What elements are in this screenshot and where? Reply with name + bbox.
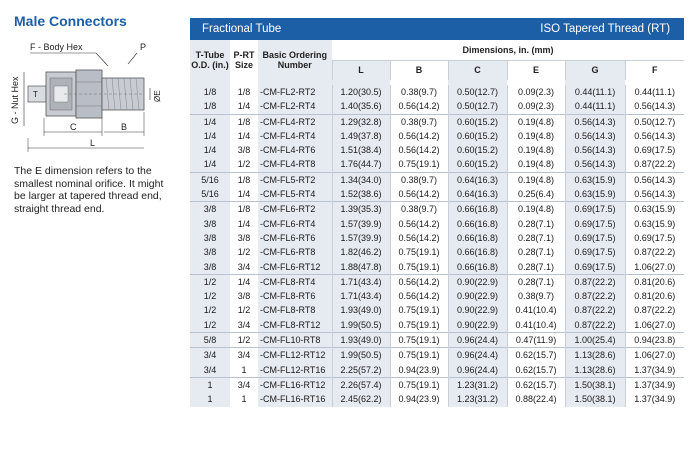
dim-f-cell: 1.37(34.9) [625,392,684,406]
dim-f-cell: 0.56(14.3) [625,99,684,114]
e-dimension-note: The E dimension refers to the smallest nominal orifice. It might be larger at tapered thread end, straight thread end. [14,165,164,215]
table-row [190,114,684,129]
dim-e-cell: 0.88(22.4) [507,392,565,406]
tube-od-cell: 1/8 [190,85,230,99]
tube-od-cell: 1 [190,377,230,392]
ordering-number-cell: -CM-FL6-RT8 [258,245,332,259]
dim-l-cell: 1.57(39.9) [332,231,390,245]
prt-size-cell: 3/4 [230,377,258,392]
prt-size-cell: 1 [241,364,247,375]
body-hex-label: F - Body Hex [30,42,83,52]
ordering-number-cell: -CM-FL8-RT4 [258,274,332,289]
dim-b-cell: 0.38(9.7) [390,85,448,99]
dim-f-cell: 1.06(27.0) [625,318,684,333]
nut-hex-label: G - Nut Hex [10,76,20,124]
prt-size-cell: 1/2 [230,333,258,348]
dim-l-cell: 1.39(35.3) [332,202,390,217]
prt-size-cell: 3/4 [237,261,251,272]
dim-g-cell: 0.56(14.3) [565,129,625,143]
dim-g-cell: 1.13(28.6) [565,363,625,378]
dim-f-cell: 0.56(14.3) [625,187,684,202]
table-row [190,231,684,245]
dim-g-cell: 0.63(15.9) [565,187,625,202]
dim-e-cell: 0.19(4.8) [507,143,565,157]
table-row [190,172,684,187]
dim-e-cell: 0.25(6.4) [507,187,565,202]
ordering-number-cell: -CM-FL6-RT6 [258,231,332,245]
dim-e-cell: 0.47(11.9) [507,333,565,348]
dim-e-cell: 0.41(10.4) [507,303,565,317]
dim-c-cell: 0.50(12.7) [448,85,507,99]
dim-b-cell: 0.94(23.9) [390,363,448,378]
dim-l-cell: 2.26(57.4) [332,377,390,392]
tube-od-cell: 1/2 [190,289,230,303]
dim-l-cell: 1.57(39.9) [332,217,390,231]
banner-right: ISO Tapered Thread (RT) [448,18,684,40]
dim-f-cell: 0.44(11.1) [625,85,684,99]
dim-e-cell: 0.28(7.1) [507,260,565,275]
table-row [190,143,684,157]
dim-c-cell: 0.90(22.9) [448,303,507,317]
dim-g-cell: 0.69(17.5) [565,231,625,245]
prt-size-cell: 1/4 [237,130,251,141]
dim-c-cell: 0.96(24.4) [448,348,507,363]
ordering-number-cell: -CM-FL12-RT16 [258,363,332,378]
table-row [190,129,684,143]
table-row [190,289,684,303]
dim-c-cell: 0.60(15.2) [448,129,507,143]
dim-c-cell: 0.66(16.8) [448,231,507,245]
dim-g-cell: 0.69(17.5) [565,202,625,217]
dim-c-cell: 0.60(15.2) [448,157,507,172]
table-row [190,245,684,259]
ordering-number-cell: -CM-FL16-RT16 [258,392,332,406]
dim-f-cell: 0.69(17.5) [625,143,684,157]
table-row [190,99,684,114]
prt-size-cell: 1/8 [230,114,258,129]
dim-l-cell: 1.71(43.4) [332,289,390,303]
dim-b-cell: 0.75(19.1) [390,377,448,392]
dim-c-cell: 0.90(22.9) [448,274,507,289]
dim-l-cell: 1.40(35.6) [332,99,390,114]
dim-b-cell: 0.56(14.2) [390,99,448,114]
table-row [190,333,684,348]
tube-od-cell: 3/8 [190,231,230,245]
dim-f-cell: 0.56(14.3) [625,172,684,187]
dim-e-cell: 0.28(7.1) [507,274,565,289]
prt-size-cell: 3/8 [237,232,251,243]
table-banner [190,18,684,40]
dim-c-cell: 0.50(12.7) [448,99,507,114]
dim-b-cell: 0.75(19.1) [390,303,448,317]
dim-e-cell: 0.19(4.8) [507,114,565,129]
dim-g-cell: 0.87(22.2) [565,274,625,289]
ordering-number-cell: -CM-FL8-RT6 [258,289,332,303]
tube-od-cell: 1/2 [190,303,230,317]
dim-b-cell: 0.56(14.2) [390,274,448,289]
dim-c-cell: 0.66(16.8) [448,260,507,275]
dim-c-cell: 0.64(16.3) [448,172,507,187]
dim-l-cell: 1.71(43.4) [332,274,390,289]
ordering-number-cell: -CM-FL10-RT8 [258,333,332,348]
prt-size-cell: 1/8 [237,87,251,97]
prt-size-cell: 1/2 [237,159,251,170]
dim-g-cell: 0.44(11.1) [565,85,625,99]
dim-c-cell: 0.60(15.2) [448,114,507,129]
dim-e-cell: 0.19(4.8) [507,129,565,143]
dim-e-cell: 0.19(4.8) [507,172,565,187]
dim-c-cell: 1.23(31.2) [448,392,507,406]
tube-od-cell: 3/8 [190,245,230,259]
dim-c-cell: 0.66(16.8) [448,245,507,259]
dim-f-cell: 0.50(12.7) [625,114,684,129]
prt-size-cell: 1 [241,394,247,405]
dim-f-cell: 0.87(22.2) [625,157,684,172]
prt-size-cell: 1/4 [237,189,251,200]
dim-f-cell: 0.56(14.3) [625,129,684,143]
dim-b-cell: 0.75(19.1) [390,260,448,275]
dim-g-cell: 0.87(22.2) [565,289,625,303]
dim-e-cell: 0.62(15.7) [507,377,565,392]
dim-e-cell: 0.19(4.8) [507,202,565,217]
dim-b-cell: 0.56(14.2) [390,187,448,202]
dim-l-cell: 1.88(47.8) [332,260,390,275]
prt-size-cell: 3/8 [237,291,251,302]
col-header-b: B [390,60,448,80]
dim-l-cell: 1.99(50.5) [332,318,390,333]
dim-c-cell: 0.64(16.3) [448,187,507,202]
dim-c-cell: 0.60(15.2) [448,143,507,157]
table-row [190,260,684,275]
dim-g-cell: 0.87(22.2) [565,318,625,333]
prt-size-cell: 1/8 [230,202,258,217]
dim-f-cell: 1.06(27.0) [625,348,684,363]
prt-size-cell: 1/4 [237,101,251,112]
dim-c-cell: 0.90(22.9) [448,318,507,333]
dim-g-cell: 0.69(17.5) [565,217,625,231]
table-row [190,363,684,378]
dim-e-cell: 0.41(10.4) [507,318,565,333]
dim-l-cell: 1.52(38.6) [332,187,390,202]
dim-c-cell: 0.96(24.4) [448,363,507,378]
ordering-number-cell: -CM-FL12-RT12 [258,348,332,363]
tube-od-cell: 1/2 [190,274,230,289]
table-row [190,187,684,202]
dim-e-cell: 0.28(7.1) [507,217,565,231]
prt-size-cell: 3/4 [230,348,258,363]
prt-size-cell: 1/4 [230,274,258,289]
table-row [190,85,684,99]
c-label: C [70,122,77,132]
prt-size-cell: 1/2 [237,305,251,316]
dim-b-cell: 0.75(19.1) [390,245,448,259]
dim-f-cell: 0.94(23.8) [625,333,684,348]
tube-od-cell: 1/4 [190,129,230,143]
tube-od-cell: 3/4 [190,363,230,378]
table-row [190,274,684,289]
table-row [190,202,684,217]
tube-od-cell: 5/16 [190,172,230,187]
left-panel [0,0,185,458]
dim-g-cell: 1.13(28.6) [565,348,625,363]
dim-b-cell: 0.38(9.7) [390,114,448,129]
dim-l-cell: 1.49(37.8) [332,129,390,143]
dim-b-cell: 0.75(19.1) [390,318,448,333]
dim-f-cell: 0.63(15.9) [625,202,684,217]
dim-f-cell: 0.87(22.2) [625,303,684,317]
prt-size-cell: 1/8 [230,172,258,187]
dim-c-cell: 0.90(22.9) [448,289,507,303]
spec-table [190,18,684,407]
dim-c-cell: 0.96(24.4) [448,333,507,348]
b-label: B [121,122,128,132]
dim-l-cell: 2.45(62.2) [332,392,390,406]
tube-od-cell: 1/4 [190,157,230,172]
dim-c-cell: 0.66(16.8) [448,217,507,231]
dim-f-cell: 0.87(22.2) [625,245,684,259]
ordering-number-cell: -CM-FL4-RT8 [258,157,332,172]
dim-b-cell: 0.75(19.1) [390,333,448,348]
ordering-number-cell: -CM-FL4-RT6 [258,143,332,157]
prt-size-cell: 3/8 [237,145,251,156]
dim-b-cell: 0.38(9.7) [390,202,448,217]
ordering-number-cell: -CM-FL6-RT2 [258,202,332,217]
tube-od-header: T-Tube O.D. (in.) [190,40,230,80]
ordering-number-cell: -CM-FL4-RT2 [258,114,332,129]
ordering-number-cell: -CM-FL2-RT2 [258,85,332,99]
dim-g-cell: 0.56(14.3) [565,114,625,129]
dim-b-cell: 0.75(19.1) [390,348,448,363]
dim-l-cell: 1.29(32.8) [332,114,390,129]
dim-b-cell: 0.38(9.7) [390,172,448,187]
dim-l-cell: 1.82(46.2) [332,245,390,259]
banner-left: Fractional Tube [190,18,448,40]
dim-f-cell: 1.06(27.0) [625,260,684,275]
ordering-number-cell: -CM-FL5-RT2 [258,172,332,187]
dim-b-cell: 0.56(14.2) [390,231,448,245]
p-label: P [140,42,147,52]
male-connector-diagram [4,38,182,156]
dim-f-cell: 0.81(20.6) [625,274,684,289]
dim-e-cell: 0.19(4.8) [507,157,565,172]
dim-e-cell: 0.09(2.3) [507,85,565,99]
dim-e-cell: 0.62(15.7) [507,348,565,363]
table-row [190,348,684,363]
dim-l-cell: 1.51(38.4) [332,143,390,157]
dim-b-cell: 0.56(14.2) [390,289,448,303]
tube-od-cell: 3/4 [190,348,230,363]
dim-e-cell: 0.38(9.7) [507,289,565,303]
ordering-number-cell: -CM-FL5-RT4 [258,187,332,202]
e-label: ØE [153,90,162,102]
dim-l-cell: 1.34(34.0) [332,172,390,187]
dim-e-cell: 0.62(15.7) [507,363,565,378]
tube-od-cell: 1/2 [190,318,230,333]
dim-l-cell: 1.76(44.7) [332,157,390,172]
dim-b-cell: 0.94(23.9) [390,392,448,406]
tube-od-cell: 1/4 [190,114,230,129]
dim-l-cell: 1.99(50.5) [332,348,390,363]
tube-od-cell: 1/8 [190,99,230,114]
table-body [190,85,684,407]
dim-e-cell: 0.09(2.3) [507,99,565,114]
dim-g-cell: 0.63(15.9) [565,172,625,187]
dim-l-cell: 1.93(49.0) [332,333,390,348]
table-row [190,377,684,392]
ordering-number-cell: -CM-FL6-RT12 [258,260,332,275]
ordering-number-cell: -CM-FL8-RT8 [258,303,332,317]
dim-g-cell: 1.50(38.1) [565,392,625,406]
dim-g-cell: 0.69(17.5) [565,245,625,259]
ordering-number-cell: -CM-FL8-RT12 [258,318,332,333]
tube-od-cell: 3/8 [190,217,230,231]
dim-g-cell: 0.56(14.3) [565,143,625,157]
dim-b-cell: 0.75(19.1) [390,157,448,172]
tube-od-cell: 5/8 [190,333,230,348]
tube-od-cell: 3/8 [190,202,230,217]
ordering-number-cell: -CM-FL6-RT4 [258,217,332,231]
col-header-c: C [448,60,507,80]
table-row [190,217,684,231]
page-title: Male Connectors [14,13,127,29]
table-row [190,303,684,317]
dim-c-cell: 1.23(31.2) [448,377,507,392]
dim-e-cell: 0.28(7.1) [507,231,565,245]
dim-g-cell: 0.56(14.3) [565,157,625,172]
dim-l-cell: 1.20(30.5) [332,85,390,99]
tube-od-cell: 3/8 [190,260,230,275]
prt-size-cell: 1/4 [237,218,251,229]
dim-g-cell: 0.69(17.5) [565,260,625,275]
dim-b-cell: 0.56(14.2) [390,129,448,143]
dim-f-cell: 0.81(20.6) [625,289,684,303]
col-header-g: G [565,60,625,80]
ordering-number-cell: -CM-FL4-RT4 [258,129,332,143]
ordering-number-cell: -CM-FL2-RT4 [258,99,332,114]
prt-size-cell: 3/4 [237,319,251,330]
dim-l-cell: 2.25(57.2) [332,363,390,378]
dim-c-cell: 0.66(16.8) [448,202,507,217]
dim-g-cell: 1.50(38.1) [565,377,625,392]
prt-size-cell: 1/2 [237,247,251,258]
tube-od-cell: 1 [190,392,230,406]
ordering-number-cell: -CM-FL16-RT12 [258,377,332,392]
dim-f-cell: 0.63(15.9) [625,217,684,231]
dim-f-cell: 1.37(34.9) [625,363,684,378]
l-label: L [90,138,96,148]
table-row [190,318,684,333]
dim-e-cell: 0.28(7.1) [507,245,565,259]
dim-g-cell: 0.44(11.1) [565,99,625,114]
table-row [190,157,684,172]
col-header-e: E [507,60,565,80]
dim-f-cell: 0.69(17.5) [625,231,684,245]
dim-l-cell: 1.93(49.0) [332,303,390,317]
dim-b-cell: 0.56(14.2) [390,217,448,231]
t-label: T [33,90,38,99]
ordering-number-header: Basic Ordering Number [258,40,332,80]
col-header-l: L [332,60,390,80]
table-header-row [190,40,684,60]
tube-od-cell: 1/4 [190,143,230,157]
dim-g-cell: 1.00(25.4) [565,333,625,348]
dim-f-cell: 1.37(34.9) [625,377,684,392]
table-row [190,392,684,406]
prt-size-header: P-RT Size [233,50,255,70]
col-header-f: F [625,60,684,80]
dimensions-header: Dimensions, in. (mm) [332,40,684,60]
tube-od-cell: 5/16 [190,187,230,202]
dim-b-cell: 0.56(14.2) [390,143,448,157]
dim-g-cell: 0.87(22.2) [565,303,625,317]
